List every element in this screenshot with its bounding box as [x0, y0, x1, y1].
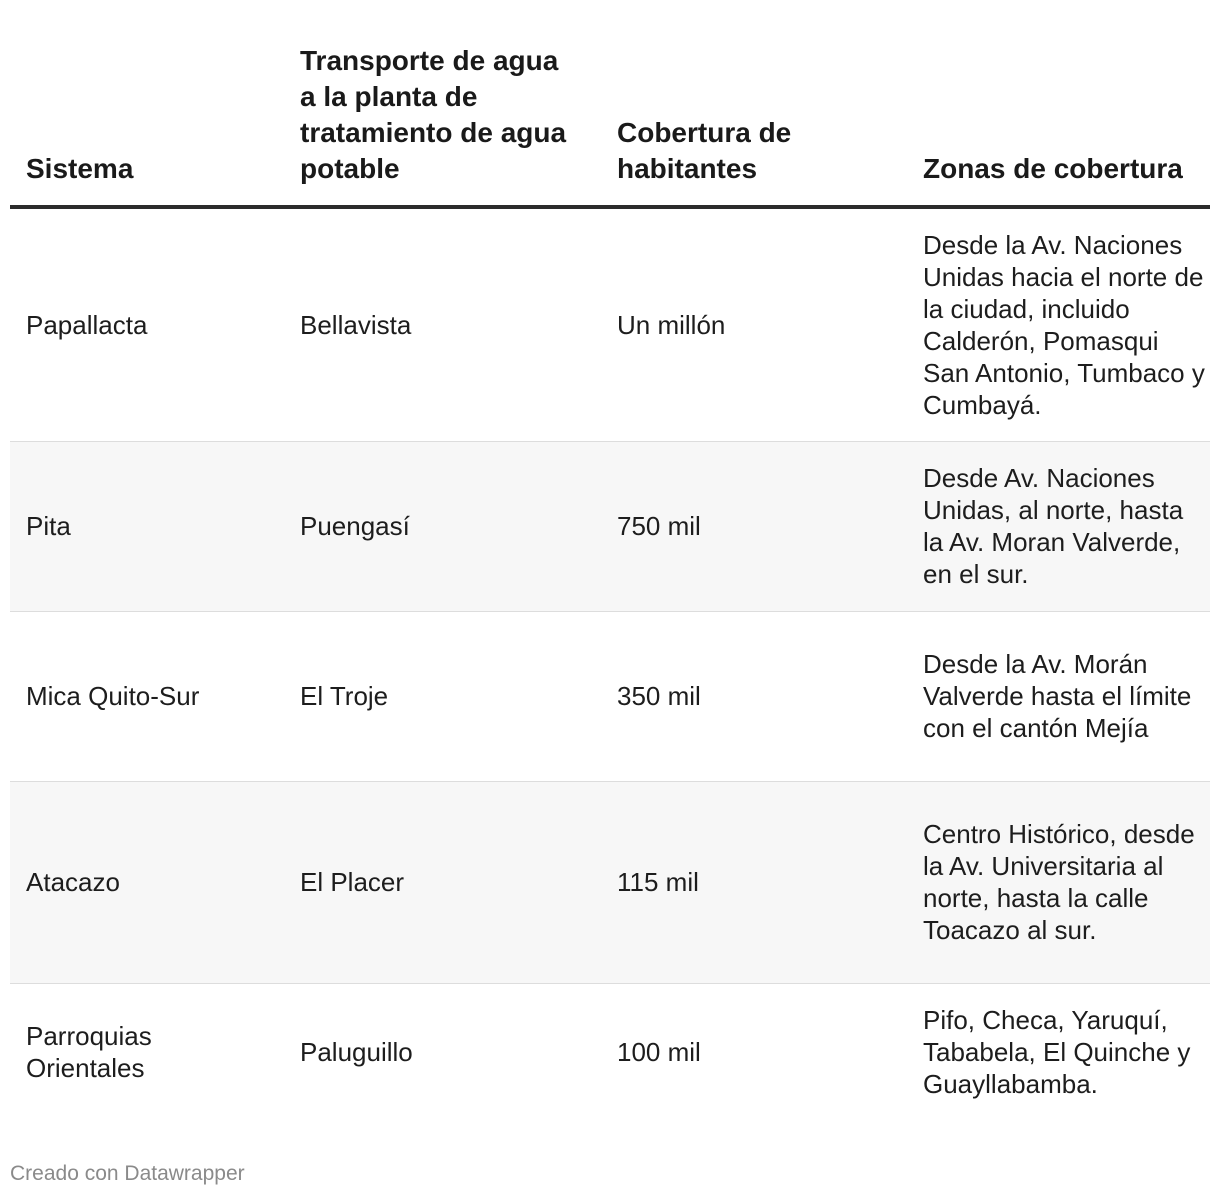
data-table-container — [10, 0, 1210, 1121]
cell-sistema: Papallacta — [10, 207, 284, 441]
cell-zonas: Desde la Av. Naciones Unidas hacia el norte de la ciudad, incluido Calderón, Pomasqui San Antonio, Tumbaco y Cumbayá. — [897, 207, 1210, 441]
cell-cobertura: 115 mil — [601, 781, 897, 983]
cell-zonas: Desde la Av. Morán Valverde hasta el límite con el cantón Mejía — [897, 611, 1210, 781]
table-header — [10, 0, 1210, 207]
water-systems-table — [10, 0, 1210, 1121]
cell-planta: El Placer — [284, 781, 601, 983]
cell-zonas: Desde Av. Naciones Unidas, al norte, hasta la Av. Moran Valverde, en el sur. — [897, 441, 1210, 611]
cell-cobertura: 100 mil — [617, 1037, 701, 1068]
cell-cobertura: 750 mil — [601, 441, 897, 611]
table-row — [10, 207, 1210, 441]
cell-zonas: Centro Histórico, desde la Av. Universitaria al norte, hasta la calle Toacazo al sur. — [897, 781, 1210, 983]
table-row — [10, 441, 1210, 611]
column-header-transporte[interactable]: Transporte de agua a la planta de tratamiento de agua potable — [284, 0, 601, 207]
cell-zonas: Pifo, Checa, Yaruquí, Tababela, El Quinche y Guayllabamba. — [923, 1005, 1191, 1100]
cell-cobertura: Un millón — [601, 207, 897, 441]
table-row — [10, 611, 1210, 781]
datawrapper-credit-link[interactable]: Creado con Datawrapper — [10, 1162, 245, 1185]
cell-sistema: Mica Quito-Sur — [10, 611, 284, 781]
cell-sistema: Atacazo — [10, 781, 284, 983]
column-header-cobertura[interactable]: Cobertura de habitantes — [601, 0, 897, 207]
cell-sistema: Parroquias Orientales — [26, 1021, 152, 1084]
cell-planta: Bellavista — [284, 207, 601, 441]
cell-planta: Paluguillo — [300, 1037, 413, 1068]
table-row — [10, 983, 1210, 1121]
cell-cobertura: 350 mil — [601, 611, 897, 781]
cell-planta: El Troje — [284, 611, 601, 781]
header-row — [10, 0, 1210, 207]
cell-sistema: Pita — [10, 441, 284, 611]
table-row — [10, 781, 1210, 983]
cell-planta: Puengasí — [284, 441, 601, 611]
table-body — [10, 207, 1210, 1121]
column-header-zonas[interactable]: Zonas de cobertura — [897, 0, 1210, 207]
column-header-sistema[interactable]: Sistema — [10, 0, 284, 207]
